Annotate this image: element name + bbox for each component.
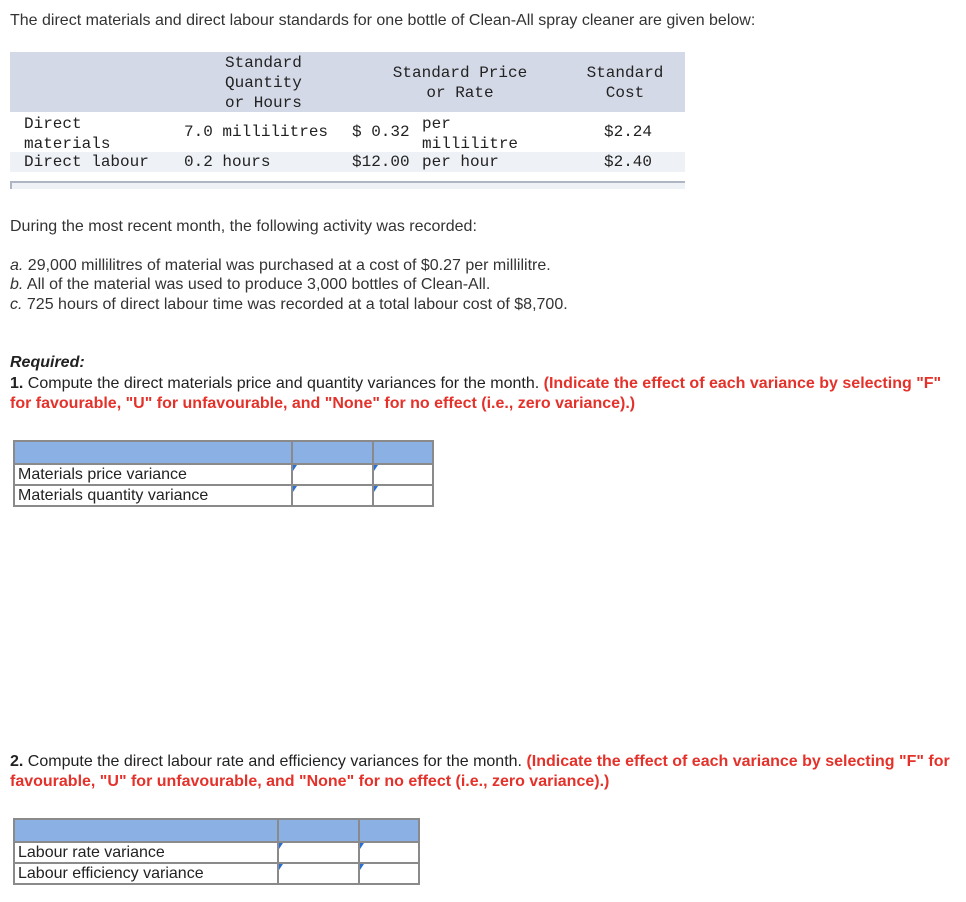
dropdown-marker-icon (374, 465, 378, 471)
labour-rate-variance-amount-cell[interactable] (278, 842, 359, 863)
labour-efficiency-variance-effect-cell[interactable] (359, 863, 419, 884)
question-1 (10, 374, 950, 414)
row-materials-cost: $2.24 (603, 123, 652, 141)
labour-rate-variance-effect-cell[interactable] (359, 842, 419, 863)
table-row (14, 863, 419, 884)
row-materials-rate-unit (422, 114, 518, 154)
activity-intro: During the most recent month, the following activity was recorded: (10, 218, 477, 235)
row-labour-cost: $2.40 (603, 153, 652, 171)
row-materials-item (24, 114, 110, 154)
input-marker-icon (293, 465, 297, 471)
header-price-line2: or Rate (426, 84, 494, 102)
labour-rate-variance-amount-input[interactable] (279, 843, 358, 862)
labour-efficiency-variance-label: Labour efficiency variance (14, 863, 278, 884)
labour-variance-table (13, 818, 420, 885)
header-quantity-line1: Standard (225, 54, 302, 72)
materials-price-variance-amount-cell[interactable] (292, 464, 373, 485)
table-header-cell (359, 819, 419, 842)
table-row (14, 842, 419, 863)
activity-item-a (10, 257, 551, 275)
labour-efficiency-variance-effect-select[interactable] (360, 864, 418, 883)
question-1-text: Compute the direct materials price and quantity variances for the month. (27, 375, 540, 392)
activity-item-c-letter: c. (10, 296, 23, 313)
activity-item-b (10, 276, 490, 294)
table-header-cell (14, 819, 278, 842)
labour-rate-variance-effect-select[interactable] (360, 843, 418, 862)
materials-quantity-variance-effect-cell[interactable] (373, 485, 433, 506)
materials-variance-table (13, 440, 434, 507)
question-2-number: 2. (10, 753, 24, 770)
table-header-cell (373, 441, 433, 464)
row-materials-rate-unit-line2: millilitre (422, 135, 519, 153)
activity-item-b-letter: b. (10, 276, 24, 293)
row-materials-rate-unit-line1: per (422, 115, 451, 133)
table-header-row (14, 441, 433, 464)
labour-efficiency-variance-amount-cell[interactable] (278, 863, 359, 884)
materials-quantity-variance-label: Materials quantity variance (14, 485, 292, 506)
input-marker-icon (293, 486, 297, 492)
table-row (14, 485, 433, 506)
dropdown-marker-icon (360, 864, 364, 870)
materials-price-variance-amount-input[interactable] (293, 465, 372, 484)
header-price (380, 63, 540, 103)
activity-item-c (10, 296, 568, 314)
materials-quantity-variance-effect-select[interactable] (374, 486, 432, 505)
labour-efficiency-variance-amount-input[interactable] (279, 864, 358, 883)
row-materials-item-line1: Direct (24, 115, 82, 133)
activity-item-a-text: 29,000 millilitres of material was purchased at a cost of $0.27 per millilitre. (27, 257, 551, 274)
row-labour-rate-unit: per hour (422, 153, 499, 171)
question-2 (10, 752, 950, 792)
standards-table (10, 52, 685, 190)
row-materials-item-line2: materials (24, 135, 111, 153)
row-labour-quantity: 0.2 hours (184, 153, 271, 171)
intro-text: The direct materials and direct labour standards for one bottle of Clean-All spray cleaner are given below: (10, 12, 756, 29)
row-labour-price: $12.00 (352, 153, 410, 171)
materials-price-variance-effect-cell[interactable] (373, 464, 433, 485)
standards-left-tick (10, 181, 12, 189)
required-label: Required: (10, 354, 85, 371)
question-2-instruction: (Indicate the effect of each variance by selecting "F" for favourable, "U" for unfavourable, and "None" for no effect (i.e., zero variance).) (10, 753, 950, 790)
activity-item-c-text: 725 hours of direct labour time was recorded at a total labour cost of $8,700. (26, 296, 568, 313)
materials-price-variance-effect-select[interactable] (374, 465, 432, 484)
materials-price-variance-label: Materials price variance (14, 464, 292, 485)
header-cost-line2: Cost (605, 84, 645, 102)
activity-item-a-letter: a. (10, 257, 24, 274)
header-cost-line1: Standard (586, 64, 664, 82)
row-labour-item: Direct labour (24, 153, 149, 171)
table-header-cell (292, 441, 373, 464)
activity-item-b-text: All of the material was used to produce 3,000 bottles of Clean-All. (26, 276, 491, 293)
row-materials-quantity: 7.0 millilitres (184, 123, 329, 141)
question-1-number: 1. (10, 375, 24, 392)
table-header-cell (14, 441, 292, 464)
question-1-instruction: (Indicate the effect of each variance by selecting "F" for favourable, "U" for unfavourable, and "None" for no effect (i.e., zero variance).) (10, 375, 942, 412)
header-quantity-line3: or Hours (225, 94, 302, 112)
header-cost (575, 63, 675, 103)
standards-bottom-rule (10, 181, 685, 189)
table-header-cell (278, 819, 359, 842)
dropdown-marker-icon (374, 486, 378, 492)
labour-rate-variance-label: Labour rate variance (14, 842, 278, 863)
header-price-line1: Standard Price (392, 64, 528, 82)
question-2-text: Compute the direct labour rate and efficiency variances for the month. (27, 753, 522, 770)
input-marker-icon (279, 843, 283, 849)
input-marker-icon (279, 864, 283, 870)
dropdown-marker-icon (360, 843, 364, 849)
table-row (14, 464, 433, 485)
header-quantity (225, 53, 302, 113)
row-materials-price: $ 0.32 (352, 123, 410, 141)
table-header-row (14, 819, 419, 842)
materials-quantity-variance-amount-cell[interactable] (292, 485, 373, 506)
header-quantity-line2: Quantity (225, 74, 302, 92)
materials-quantity-variance-amount-input[interactable] (293, 486, 372, 505)
